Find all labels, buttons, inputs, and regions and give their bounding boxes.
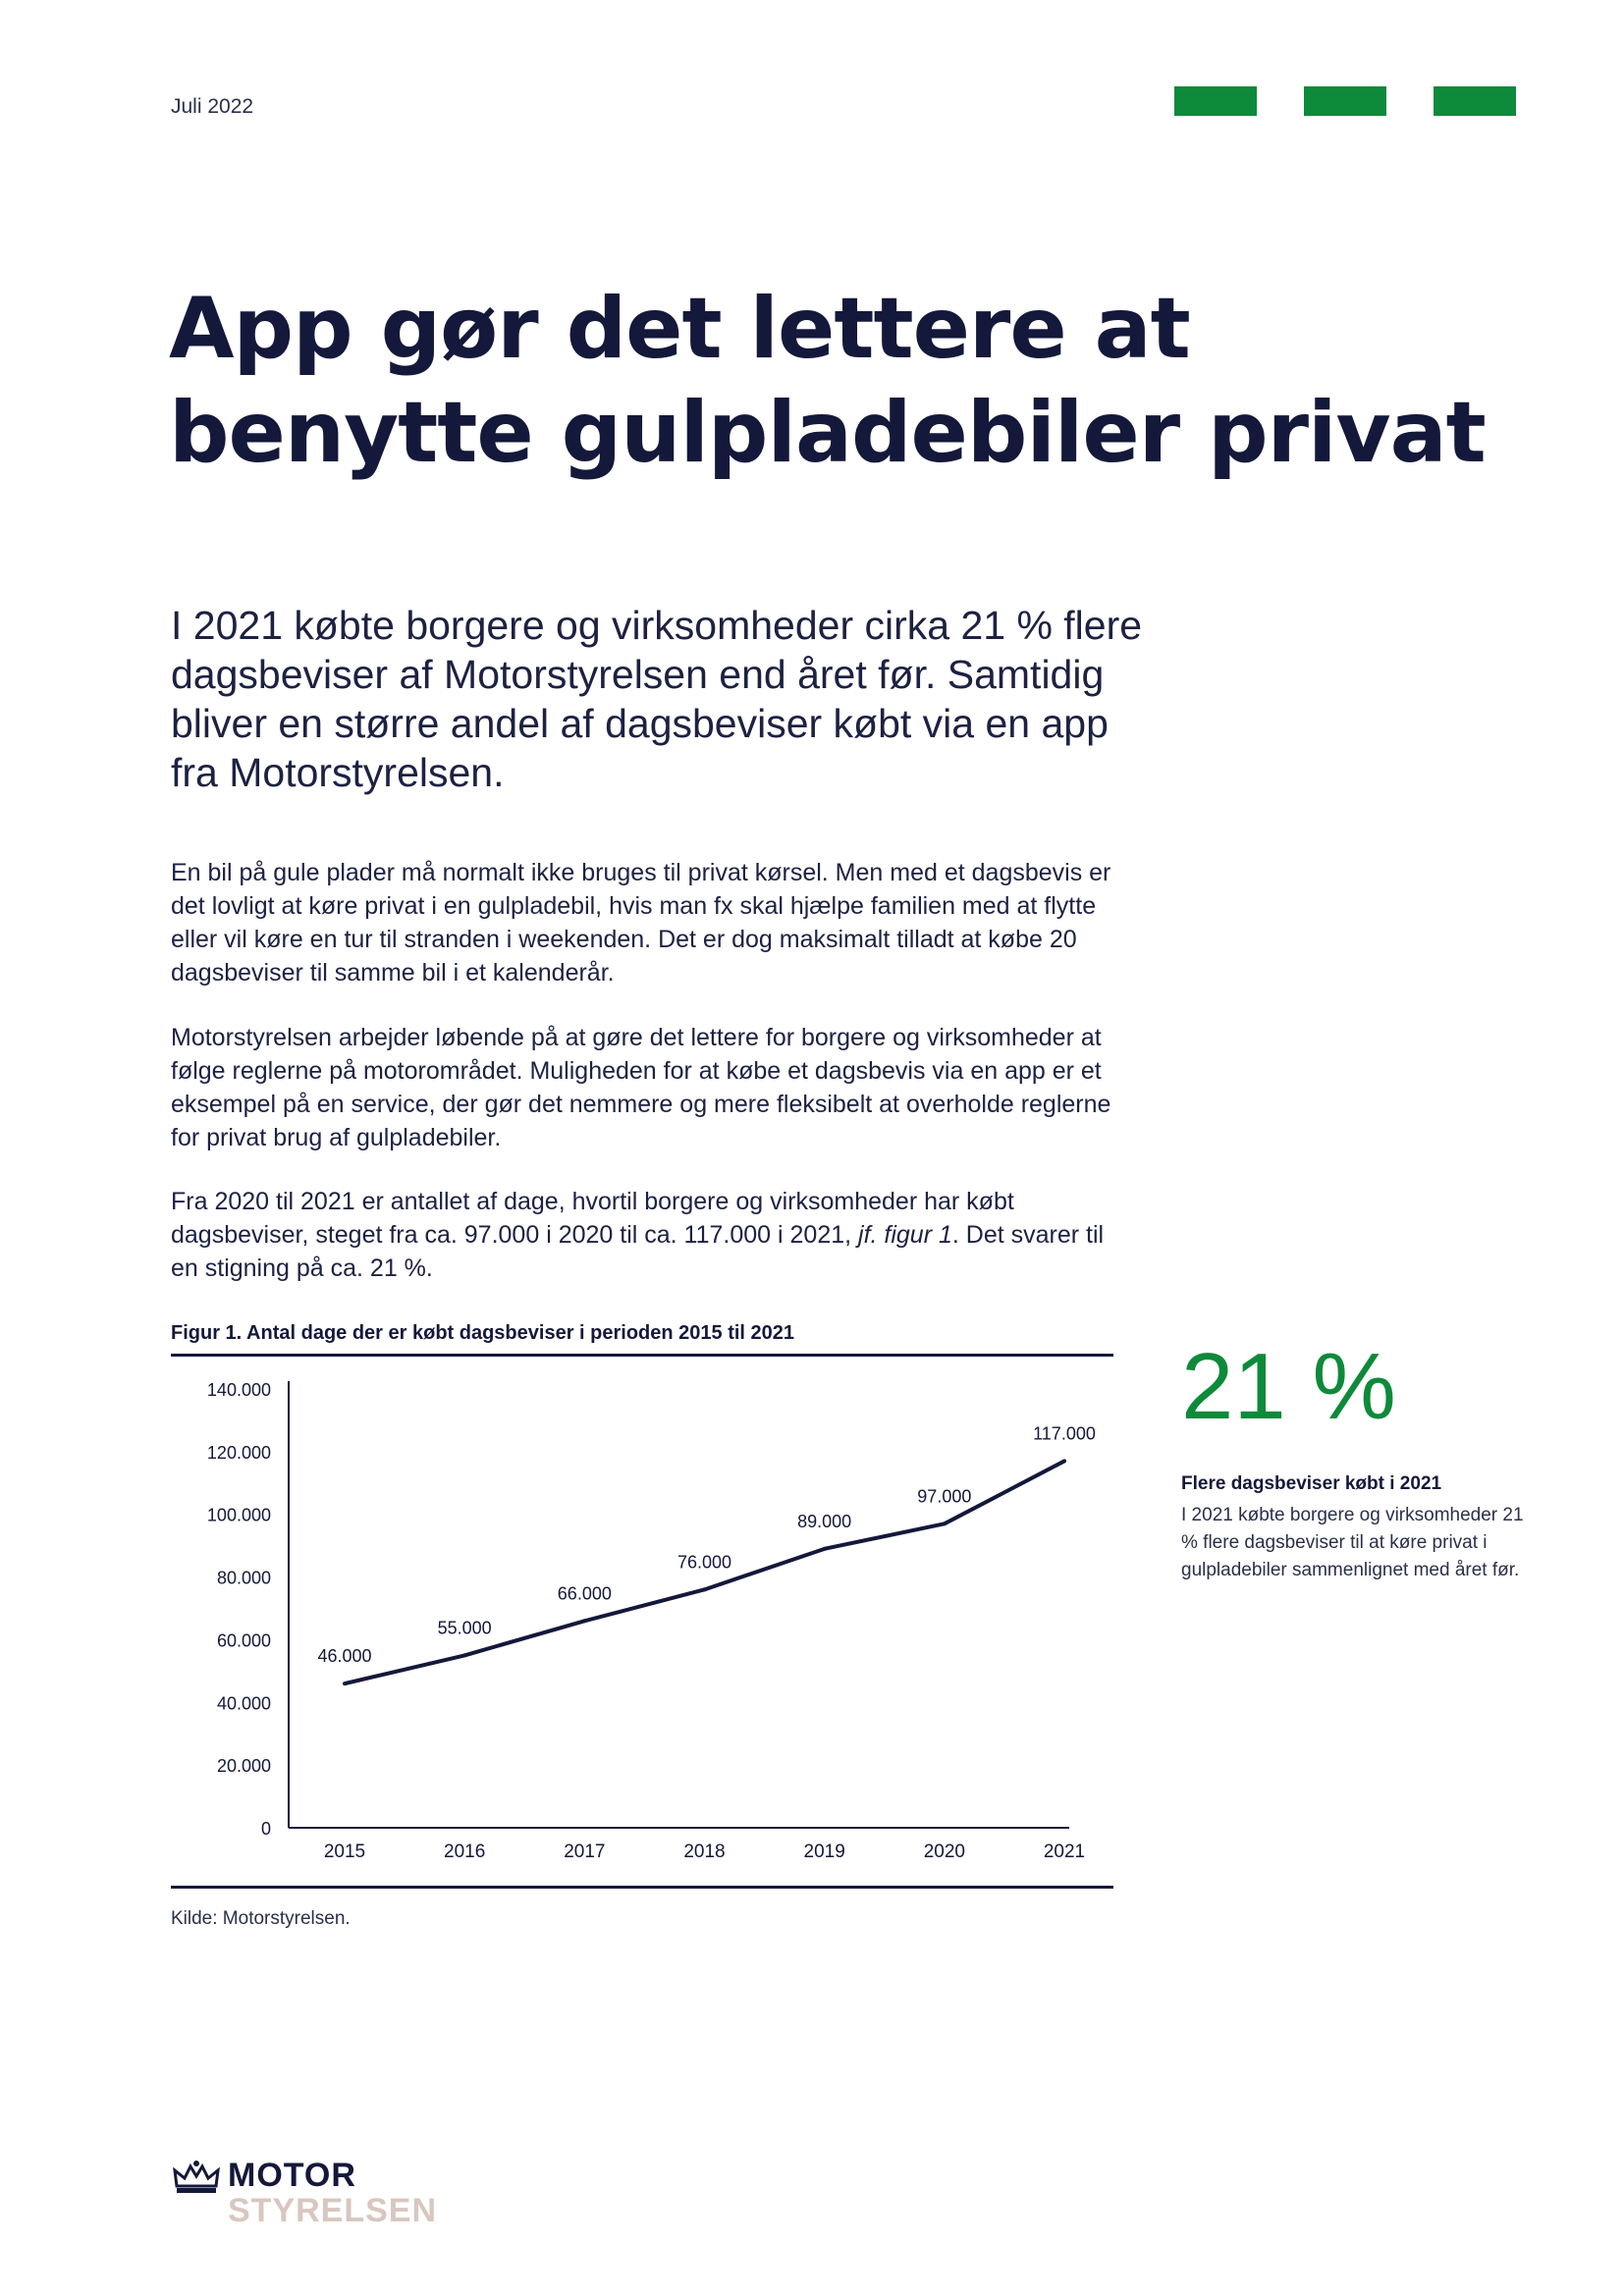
logo-text-motor: MOTOR bbox=[228, 2157, 356, 2194]
accent-bar-3 bbox=[1434, 86, 1516, 116]
document-date: Juli 2022 bbox=[171, 95, 254, 118]
x-tick-label: 2019 bbox=[803, 1842, 845, 1862]
data-point bbox=[343, 1682, 347, 1685]
figure-reference: jf. figur 1 bbox=[858, 1221, 952, 1249]
data-point bbox=[823, 1547, 827, 1551]
y-tick-label: 40.000 bbox=[216, 1693, 271, 1714]
p3-text-before: Fra 2020 til 2021 er antallet af dage, hvortil borgere og virksomheder har købt dagsbeviser, steget fra ca. 97.000 i 2020 til ca. 117.000 i 2021, bbox=[171, 1188, 1014, 1249]
x-axis bbox=[289, 1828, 1085, 1862]
data-label: 117.000 bbox=[1033, 1423, 1096, 1444]
x-tick-label: 2018 bbox=[683, 1842, 726, 1862]
page-title: App gør det lettere at benytte gulpladebiler privat bbox=[169, 280, 1486, 482]
x-tick-label: 2020 bbox=[923, 1842, 965, 1862]
x-tick-label: 2017 bbox=[564, 1842, 606, 1862]
body-paragraph-1: En bil på gule plader må normalt ikke bruges til privat kørsel. Men med et dagsbevis er det lovligt at køre privat i en gulpladebil, hvis man fx skal hjælpe familien med at flytte eller vil køre en tur til stranden i weekenden. Det er dog maksimalt tilladt at købe 20 dagsbeviser til samme bil i et kalenderår. bbox=[171, 859, 1111, 987]
body-paragraph-3 bbox=[171, 1185, 1123, 1285]
data-point bbox=[582, 1619, 586, 1623]
stat-heading: Flere dagsbeviser købt i 2021 bbox=[1181, 1473, 1442, 1494]
y-tick-label: 120.000 bbox=[206, 1442, 271, 1463]
x-tick-label: 2015 bbox=[323, 1842, 366, 1862]
y-tick-label: 60.000 bbox=[216, 1630, 271, 1651]
y-tick-label: 100.000 bbox=[206, 1505, 271, 1525]
motorstyrelsen-logo bbox=[173, 2157, 458, 2235]
x-tick-label: 2016 bbox=[444, 1842, 486, 1862]
figure-bottom-rule bbox=[171, 1886, 1113, 1889]
figure-title: Figur 1. Antal dage der er købt dagsbeviser i perioden 2015 til 2021 bbox=[171, 1322, 795, 1344]
data-label: 66.000 bbox=[557, 1583, 612, 1604]
highlight-stat: 21 % bbox=[1181, 1334, 1396, 1439]
accent-bar-1 bbox=[1174, 86, 1257, 116]
y-tick-label: 80.000 bbox=[216, 1568, 271, 1588]
logo-text-styrelsen: STYRELSEN bbox=[228, 2192, 438, 2229]
y-tick-label: 0 bbox=[260, 1819, 271, 1839]
data-label: 55.000 bbox=[437, 1618, 492, 1638]
figure-top-rule bbox=[171, 1354, 1113, 1357]
y-axis bbox=[207, 1380, 289, 1839]
data-label: 89.000 bbox=[797, 1511, 852, 1531]
data-point bbox=[703, 1587, 707, 1591]
p3-text-after: . Det svarer til en stigning på ca. 21 %. bbox=[171, 1221, 1105, 1282]
figure-source: Kilde: Motorstyrelsen. bbox=[171, 1908, 351, 1929]
data-point bbox=[1062, 1459, 1066, 1463]
data-label: 76.000 bbox=[677, 1552, 732, 1573]
y-tick-label: 20.000 bbox=[216, 1756, 271, 1777]
accent-bar-2 bbox=[1304, 86, 1386, 116]
data-labels bbox=[317, 1423, 1095, 1666]
data-label: 46.000 bbox=[317, 1646, 372, 1667]
stat-description: I 2021 købte borgere og virksomheder 21 % flere dagsbeviser til at køre privat i gulpladebiler sammenlignet med året før. bbox=[1181, 1505, 1524, 1580]
line-chart bbox=[171, 1360, 1113, 1885]
data-point bbox=[943, 1522, 947, 1525]
lead-paragraph: I 2021 købte borgere og virksomheder cirka 21 % flere dagsbeviser af Motorstyrelsen end året før. Samtidig bliver en større andel af dagsbeviser købt via en app fra Motorstyrelsen. bbox=[171, 603, 1143, 795]
data-point bbox=[462, 1653, 466, 1657]
crown-icon bbox=[173, 2161, 220, 2200]
y-tick-label: 140.000 bbox=[206, 1380, 271, 1400]
data-label: 97.000 bbox=[917, 1486, 972, 1507]
x-tick-label: 2021 bbox=[1043, 1842, 1086, 1862]
body-paragraph-2: Motorstyrelsen arbejder løbende på at gøre det lettere for borgere og virksomheder at følge reglerne på motorområdet. Muligheden for at købe et dagsbevis via en app er et eksempel på en service, der gør det nemmere og mere fleksibelt at overholde reglerne for privat brug af gulpladebiler. bbox=[171, 1024, 1111, 1151]
